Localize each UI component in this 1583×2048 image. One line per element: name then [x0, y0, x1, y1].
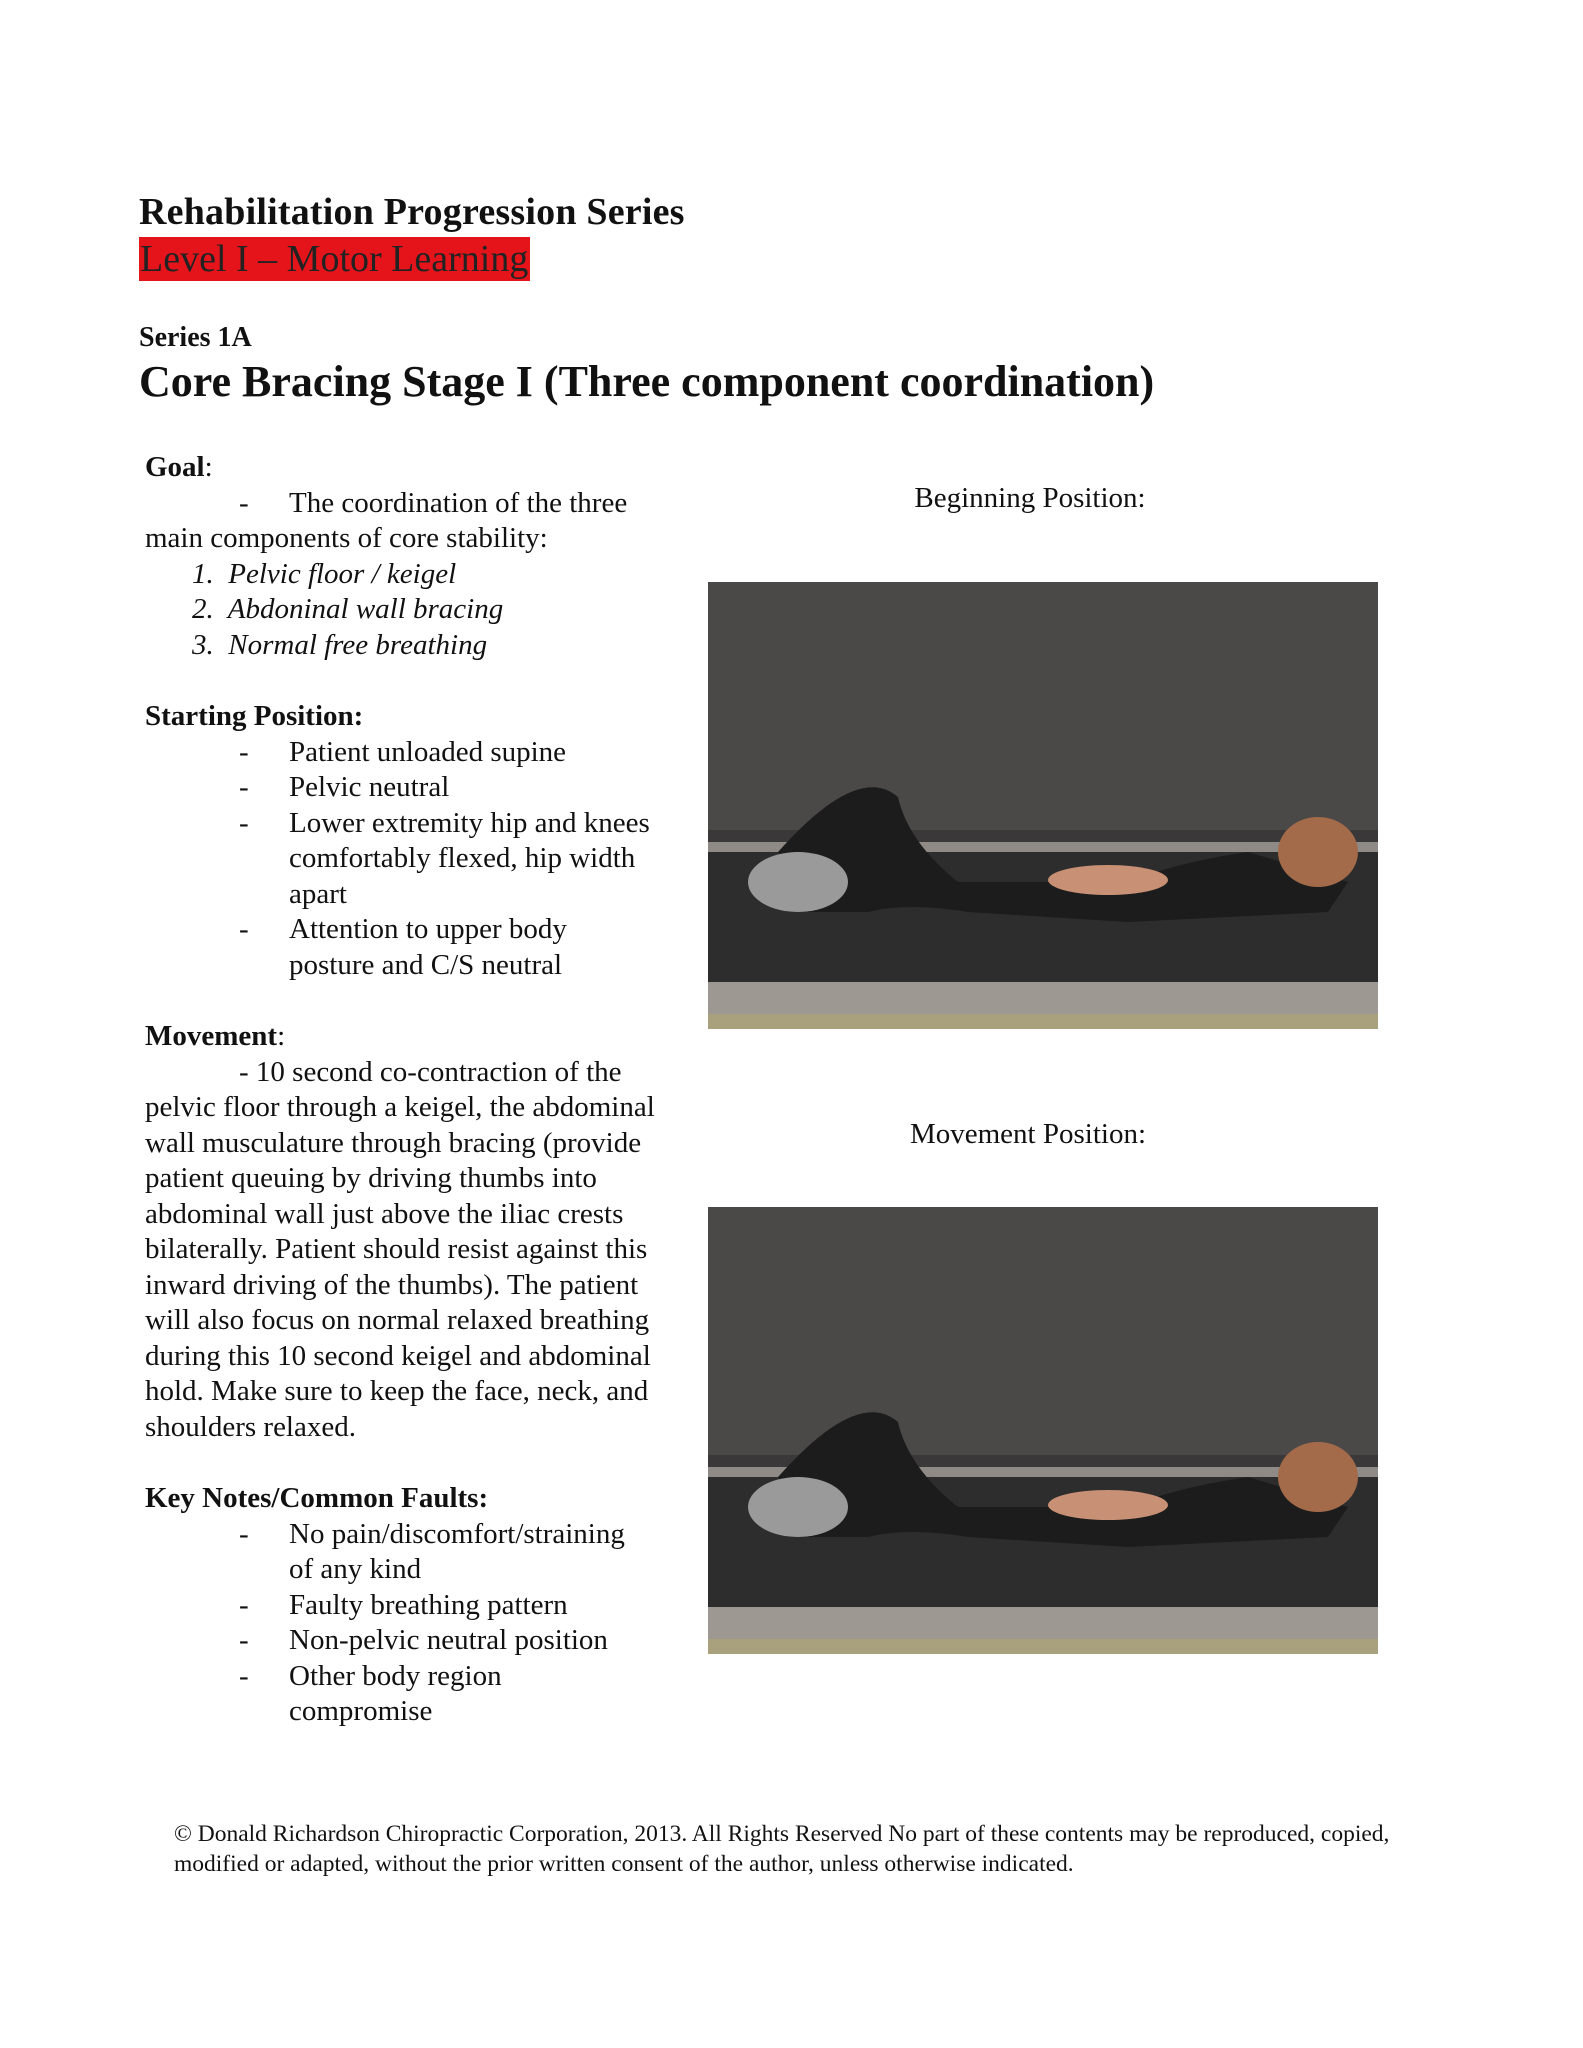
goal-text-line2: main components of core stability: — [145, 522, 548, 554]
movement-position-photo — [708, 1207, 1378, 1654]
starting-position-section — [145, 699, 685, 983]
goal-heading: Goal — [145, 451, 205, 483]
beginning-position-caption: Beginning Position: — [914, 482, 1146, 514]
series-id: Series 1A — [139, 322, 252, 353]
goal-item: 3. Normal free breathing — [192, 628, 488, 661]
beginning-position-photo — [708, 582, 1378, 1029]
goal-item: 1. Pelvic floor / keigel — [192, 557, 457, 590]
list-item: - No pain/discomfort/straining of any kind — [239, 1517, 625, 1585]
list-item: - Lower extremity hip and knees comfortably flexed, hip width apart — [239, 806, 650, 910]
list-item: - Attention to upper body posture and C/S neutral — [239, 913, 567, 981]
page-title: Core Bracing Stage I (Three component coordination) — [139, 357, 1155, 406]
movement-text: pelvic floor through a keigel, the abdominal wall musculature through bracing (provide patient queuing by driving thumbs into abdominal wall just above the iliac crests bilaterally. Patient should resist against this inward driving of the thumbs). The patient will also focus on normal relaxed breathing during this 10 second keigel and abdominal hold. Make sure to keep the face, neck, and shoulders relaxed. — [145, 1091, 655, 1443]
exercise-illustration — [708, 1207, 1378, 1654]
movement-section: Movement: - 10 second co-contraction of the pelvic floor through a keigel, the abdominal wall musculature through bracing (provide patient queuing by driving thumbs into abdominal wall just above the iliac crests bilaterally. Patient should resist against this inward driving of the thumbs). The patient will also focus on normal relaxed breathing during this 10 second keigel and abdominal hold. Make sure to keep the face, neck, and shoulders relaxed. — [145, 1019, 685, 1445]
goal-section — [145, 450, 685, 663]
list-item: - Other body region compromise — [239, 1659, 502, 1727]
goal-dash: - — [239, 486, 249, 519]
movement-first-line: - 10 second co-contraction of the — [239, 1055, 622, 1088]
list-item: - Non-pelvic neutral position — [239, 1624, 608, 1656]
goal-colon: : — [204, 451, 213, 483]
movement-position-caption: Movement Position: — [909, 1118, 1147, 1150]
key-notes-section — [145, 1481, 685, 1730]
key-notes-heading: Key Notes/Common Faults: — [145, 1482, 489, 1514]
starting-position-heading: Starting Position: — [145, 700, 364, 732]
level-badge: Level I – Motor Learning — [140, 238, 529, 280]
goal-item: 2. Abdoninal wall bracing — [192, 593, 504, 625]
goal-text-line1: - The coordination of the three — [145, 486, 685, 522]
list-item: - Faulty breathing pattern — [239, 1588, 568, 1621]
movement-heading: Movement — [145, 1020, 278, 1052]
series-title: Rehabilitation Progression Series — [139, 191, 685, 233]
copyright-footer: © Donald Richardson Chiropractic Corporation, 2013. All Rights Reserved No part of these contents may be reproduced, copied, modified or adapted, without the prior written consent of the author, unless otherwise indicated. — [174, 1821, 1390, 1877]
left-column — [145, 450, 685, 1730]
list-item: - Patient unloaded supine — [239, 735, 567, 768]
exercise-illustration — [708, 582, 1378, 1029]
list-item: - Pelvic neutral — [239, 771, 450, 803]
